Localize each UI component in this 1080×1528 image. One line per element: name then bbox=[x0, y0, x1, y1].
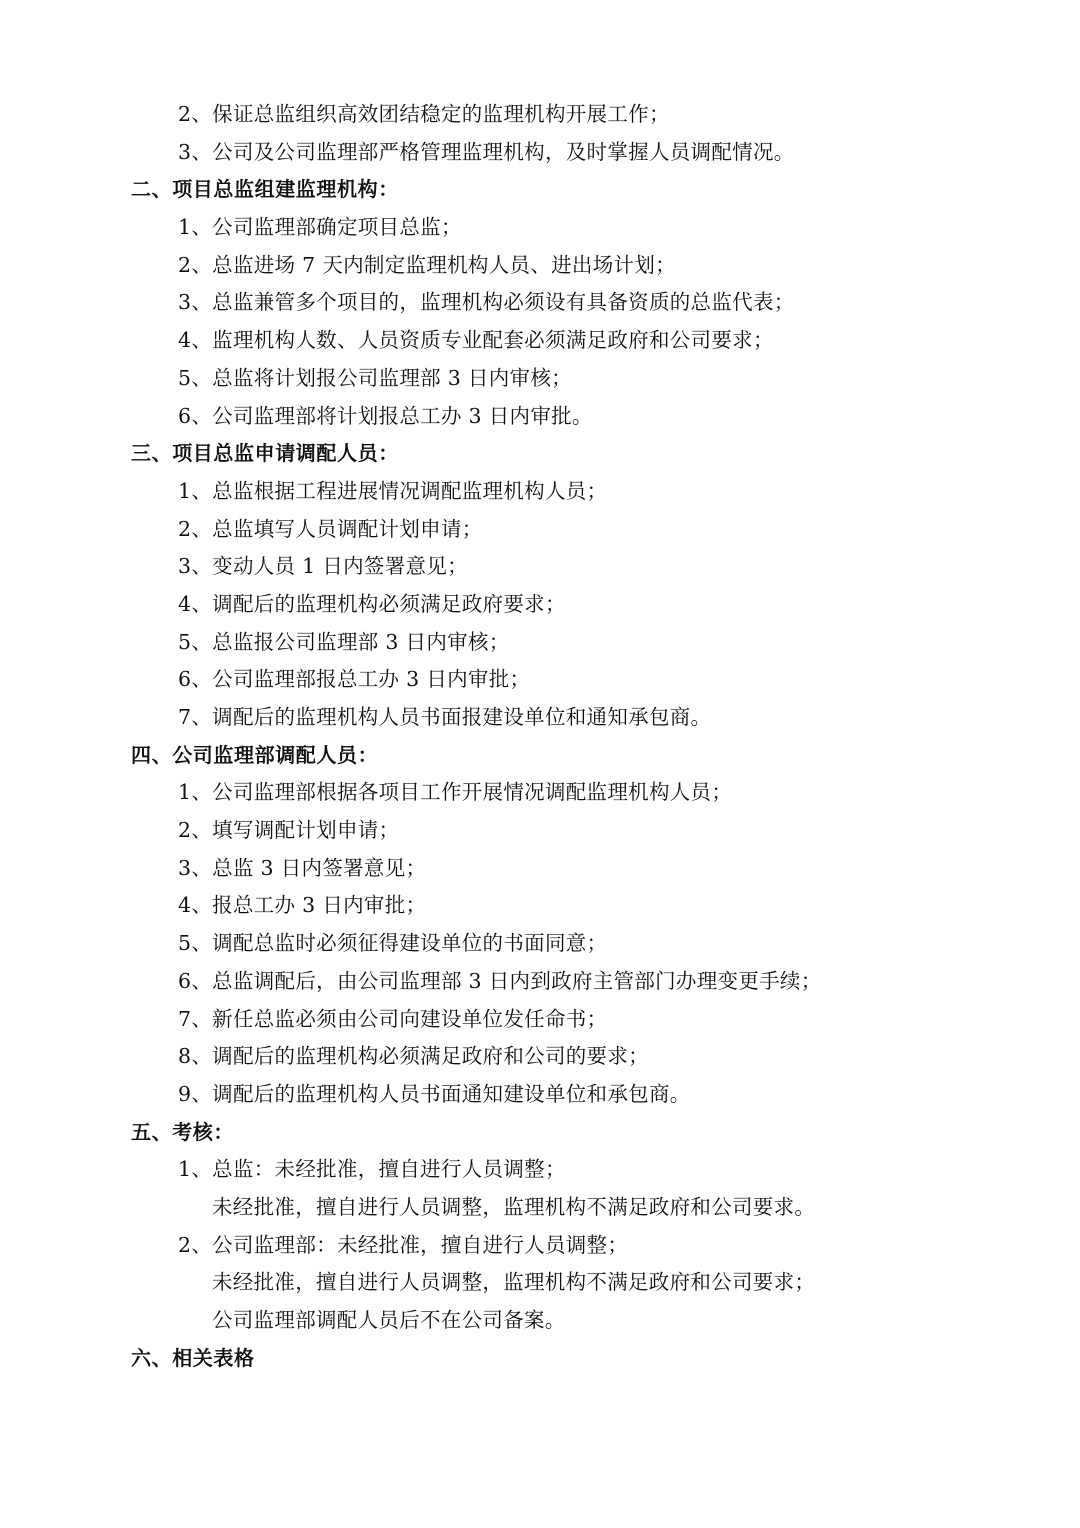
list-item: 6、公司监理部报总工办 3 日内审批； bbox=[178, 667, 531, 692]
section-4 bbox=[0, 737, 1080, 1114]
list-item: 4、调配后的监理机构必须满足政府要求； bbox=[178, 591, 566, 616]
section-1 bbox=[0, 96, 1080, 171]
list-item: 8、调配后的监理机构必须满足政府和公司的要求； bbox=[178, 1044, 649, 1069]
section-heading: 五、考核： bbox=[131, 1119, 234, 1144]
list-item: 9、调配后的监理机构人员书面通知建设单位和承包商。 bbox=[178, 1081, 691, 1106]
section-heading: 三、项目总监申请调配人员： bbox=[131, 441, 399, 466]
section-heading: 六、相关表格 bbox=[131, 1345, 255, 1370]
list-item: 1、公司监理部根据各项目工作开展情况调配监理机构人员； bbox=[178, 780, 733, 805]
list-item: 4、报总工办 3 日内审批； bbox=[178, 893, 427, 918]
list-item: 2、总监进场 7 天内制定监理机构人员、进出场计划； bbox=[178, 252, 676, 277]
list-item: 1、总监根据工程进展情况调配监理机构人员； bbox=[178, 478, 608, 503]
list-item: 2、保证总监组织高效团结稳定的监理机构开展工作； bbox=[178, 102, 670, 126]
document-page bbox=[0, 96, 1080, 1377]
list-item: 7、调配后的监理机构人员书面报建设单位和通知承包商。 bbox=[178, 705, 712, 729]
list-item: 6、总监调配后，由公司监理部 3 日内到政府主管部门办理变更手续； bbox=[178, 968, 822, 993]
list-item-continuation: 未经批准，擅自进行人员调整，监理机构不满足政府和公司要求； bbox=[212, 1270, 816, 1295]
section-heading: 四、公司监理部调配人员： bbox=[131, 742, 379, 767]
list-item: 3、变动人员 1 日内签署意见； bbox=[178, 554, 468, 579]
list-item: 7、新任总监必须由公司向建设单位发任命书； bbox=[178, 1006, 608, 1031]
list-item: 5、总监报公司监理部 3 日内审核； bbox=[178, 629, 510, 654]
section-5 bbox=[0, 1114, 1080, 1340]
list-item: 3、总监兼管多个项目的，监理机构必须设有具备资质的总监代表； bbox=[178, 290, 795, 315]
list-item: 4、监理机构人数、人员资质专业配套必须满足政府和公司要求； bbox=[178, 328, 774, 353]
section-heading: 二、项目总监组建监理机构： bbox=[131, 177, 399, 202]
list-item-continuation: 公司监理部调配人员后不在公司备案。 bbox=[212, 1308, 566, 1332]
section-2 bbox=[0, 171, 1080, 435]
list-item: 5、总监将计划报公司监理部 3 日内审核； bbox=[178, 365, 572, 390]
list-item-continuation: 未经批准，擅自进行人员调整，监理机构不满足政府和公司要求。 bbox=[212, 1194, 816, 1219]
section-3 bbox=[0, 435, 1080, 737]
list-item: 2、总监填写人员调配计划申请； bbox=[178, 516, 483, 541]
list-item: 3、总监 3 日内签署意见； bbox=[178, 855, 427, 880]
list-item: 2、公司监理部：未经批准，擅自进行人员调整； bbox=[178, 1232, 629, 1257]
section-6 bbox=[0, 1340, 1080, 1378]
list-item: 5、调配总监时必须征得建设单位的书面同意； bbox=[178, 931, 608, 956]
list-item: 3、公司及公司监理部严格管理监理机构，及时掌握人员调配情况。 bbox=[178, 139, 795, 164]
list-item: 1、公司监理部确定项目总监； bbox=[178, 215, 462, 240]
list-item: 6、公司监理部将计划报总工办 3 日内审批。 bbox=[178, 403, 593, 428]
list-item: 2、填写调配计划申请； bbox=[178, 818, 400, 843]
list-item: 1、总监：未经批准，擅自进行人员调整； bbox=[178, 1157, 566, 1182]
